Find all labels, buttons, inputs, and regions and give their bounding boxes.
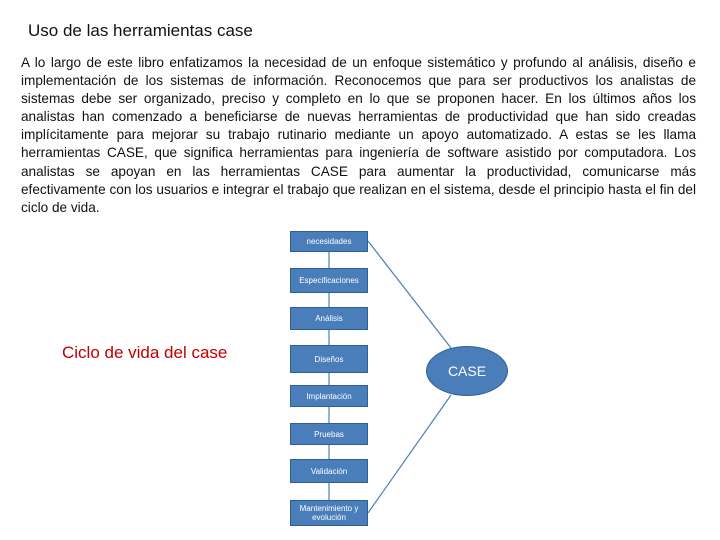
step-especificaciones: Especificaciones [290, 268, 368, 293]
step-mantenimiento: Mantenimiento y evolución [290, 500, 368, 526]
body-paragraph: A lo largo de este libro enfatizamos la necesidad de un enfoque sistemático y profundo al análisis, diseño e implementación de los sistemas de información. Reconocemos que para ser productivos los analistas de sistemas debe ser organizado, preciso y completo en lo que se proponen hacer. En los últimos años los analistas han comenzado a beneficiarse de nuevas herramientas de productividad que han sido creadas implícitamente para mejorar su trabajo rutinario mediante un apoyo automatizado. A estas se les llama herramientas CASE, que significa herramientas para ingeniería de software asistido por computadora. Los analistas se apoyan en las herramientas CASE para aumentar la productividad, comunicarse más efectivamente con los usuarios e integrar el trabajo que realizan en el sistema, desde el principio hasta el fin del ciclo de vida. [21, 55, 696, 215]
slide-title: Uso de las herramientas case [28, 21, 253, 40]
step-necesidades: necesidades [290, 231, 368, 252]
step-disenos: Diseños [290, 345, 368, 373]
cycle-label: Ciclo de vida del case [62, 343, 228, 362]
case-link-top [368, 241, 451, 348]
step-validacion: Validación [290, 459, 368, 483]
step-pruebas: Pruebas [290, 423, 368, 445]
step-implantacion: Implantación [290, 385, 368, 407]
case-link-bottom [368, 395, 451, 513]
step-analisis: Análisis [290, 307, 368, 330]
case-node: CASE [426, 346, 508, 396]
